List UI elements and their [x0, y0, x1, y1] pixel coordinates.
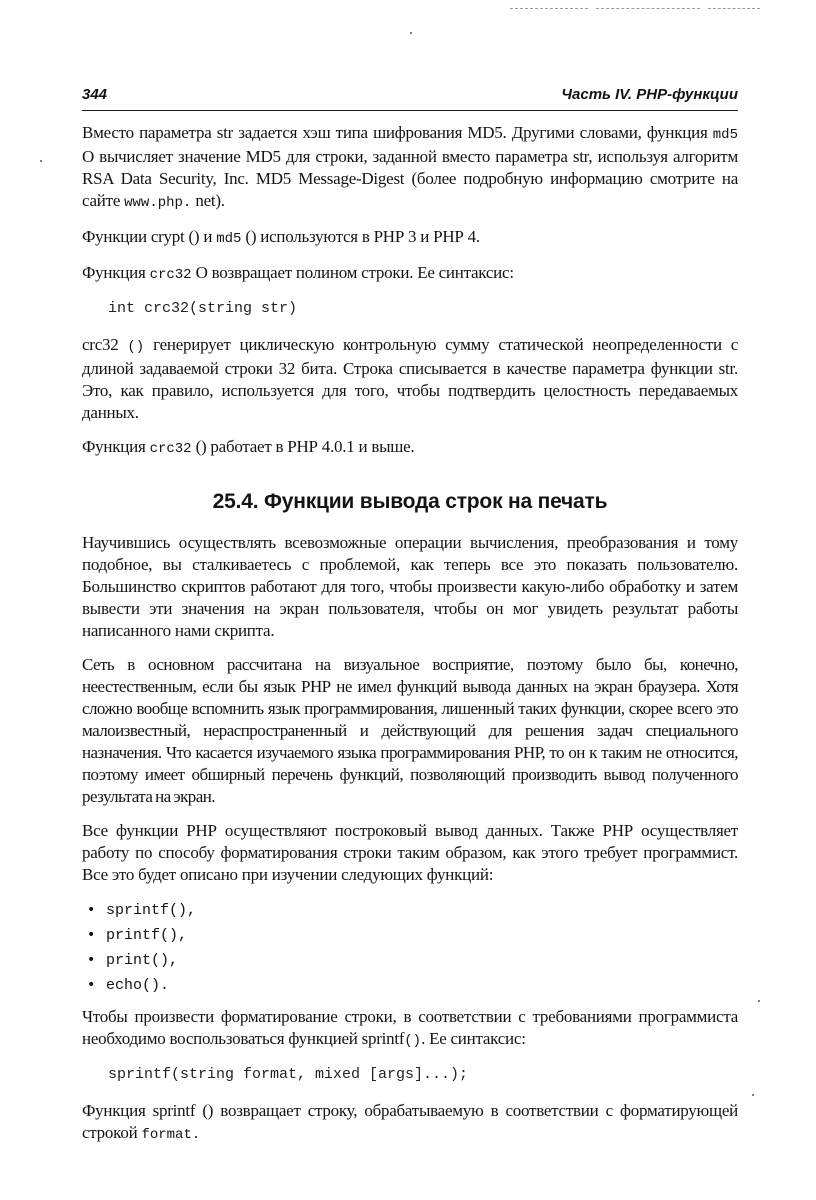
section-title: 25.4. Функции вывода строк на печать — [212, 490, 608, 513]
text-run: Функции crypt () и — [82, 227, 217, 246]
inline-code: md5 — [216, 231, 242, 247]
inline-code: md5 — [712, 127, 738, 143]
text-run: () работает в РНР 4.0.1 и выше. — [191, 437, 415, 456]
scan-speck — [752, 1094, 754, 1096]
text-run: crc32 — [82, 335, 128, 354]
paragraph-md5-description — [82, 122, 738, 214]
bullet-icon: • — [87, 927, 96, 943]
list-item — [82, 923, 738, 948]
paragraph-crc32-intro — [82, 262, 738, 286]
bullet-icon: • — [87, 977, 96, 993]
list-item-text: sprintf(), — [106, 902, 197, 919]
text-run: генерирует циклическую контрольную сумму статической неопределенности с длиной задаваемой строки 32 бита. Строка списывается в качестве параметра функции str. Это, как правило, используется для того, чтобы подтвердить целостность передаваемых данных. — [82, 335, 738, 422]
list-item — [82, 973, 738, 998]
page-body — [82, 122, 738, 1158]
scan-artifact-line — [708, 8, 760, 9]
paragraph-crc32-description — [82, 334, 738, 424]
header-rule — [82, 110, 738, 111]
part-title: Часть IV. РНР-функции — [561, 86, 738, 103]
paragraph-web-visual: Сеть в основном рассчитана на визуальное восприятие, поэтому было бы, конечно, неестественным, если бы язык РНР не имел функций вывода данных на экран браузера. Хотя сложно вообще вспомнить язык программирования, лишенный таких функции, скорее всего это малоизвестный, нераспространенный и действующий для решения задач специального назначения. Что касается изучаемого языка программирования РНР, то он к таким не относится, поэтому имеет обширный перечень функций, позволяющий производить вывод полученного результата на экран. — [82, 655, 738, 806]
text-run: () используются в РНР 3 и РНР 4. — [241, 227, 480, 246]
paragraph-sprintf-description — [82, 1100, 738, 1146]
text-run: Функция sprintf () возвращает строку, обрабатываемую в соответствии с форматирующей строкой — [82, 1101, 738, 1142]
scan-artifact-line — [510, 8, 588, 9]
page-number: 344 — [82, 86, 108, 103]
text-run: . Ее синтаксис: — [421, 1029, 526, 1048]
text-run: O вычисляет значение MD5 для строки, заданной вместо параметра str, используя алгоритм RSA Data Security, Inc. MD5 Message-Digest (более подробную информацию смотрите на сайте — [82, 147, 738, 210]
text-run: Вместо параметра str задается хэш типа шифрования MD5. Другими словами, функция — [82, 123, 713, 142]
text-run: net). — [191, 191, 225, 210]
inline-code: www.php. — [124, 195, 192, 211]
text-run: Функция — [82, 263, 150, 282]
text-run: Функция — [82, 437, 150, 456]
scan-speck — [40, 160, 42, 162]
paragraph-output-functions: Все функции РНР осуществляют построковый вывод данных. Также РНР осуществляет работу по способу форматирования строки таким образом, как этого требует программист. Все это будет описано при изучении следующих функций: — [82, 821, 738, 884]
inline-code: () — [127, 339, 145, 355]
scan-artifact-line — [596, 8, 700, 9]
running-header — [82, 86, 738, 108]
inline-code: () — [404, 1033, 422, 1049]
list-item — [82, 948, 738, 973]
list-item-text: echo(). — [106, 977, 170, 994]
list-item-text: printf(), — [106, 927, 188, 944]
scan-speck — [410, 32, 412, 34]
paragraph-crypt-note — [82, 226, 738, 250]
inline-code: crc32 — [149, 441, 192, 457]
paragraph-crc32-version — [82, 436, 738, 460]
paragraph-sprintf-intro — [82, 1006, 738, 1052]
code-block-crc32: int crc32(string str) — [108, 300, 298, 317]
list-item — [82, 898, 738, 923]
bullet-icon: • — [87, 902, 96, 918]
inline-code: format. — [141, 1127, 201, 1143]
code-block-sprintf: sprintf(string format, mixed [args]...); — [108, 1066, 469, 1083]
text-run: O возвращает полином строки. Ее синтаксис: — [191, 263, 514, 282]
text-run: Чтобы произвести форматирование строки, в соответствии с требованиями программиста необходимо воспользоваться функцией sprintf — [82, 1007, 738, 1048]
scan-speck — [758, 1000, 760, 1002]
inline-code: crc32 — [149, 267, 192, 283]
list-item-text: print(), — [106, 952, 179, 969]
function-list — [82, 898, 738, 998]
paragraph-output-intro: Научившись осуществлять всевозможные операции вычисления, преобразования и тому подобное, вы сталкиваетесь с проблемой, как теперь все это показать пользователю. Большинство скриптов работают для того, чтобы произвести какую-либо обработку и затем вывести эти значения на экран пользователя, чтобы он мог увидеть результат работы написанного нами скрипта. — [82, 533, 738, 640]
bullet-icon: • — [87, 952, 96, 968]
